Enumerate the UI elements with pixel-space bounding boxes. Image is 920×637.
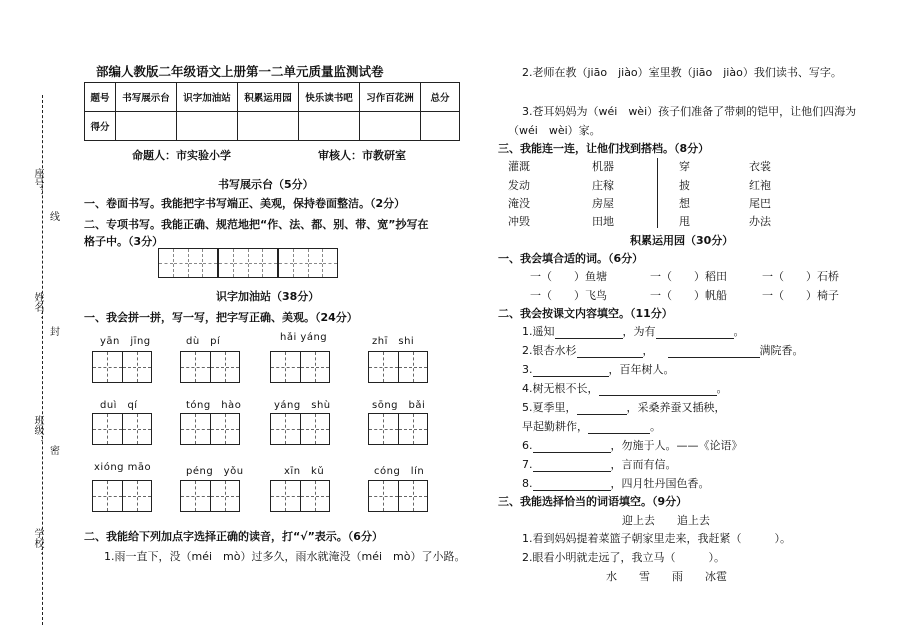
character-box[interactable]	[270, 351, 330, 383]
score-cell[interactable]	[299, 112, 360, 141]
fill-text: 。	[716, 382, 728, 395]
character-box[interactable]	[180, 413, 240, 445]
fill-text: ，四月牡丹国色香。	[610, 477, 710, 490]
question-text: 三、我能选择恰当的词语填空。（9分）	[498, 495, 688, 508]
fill-text: 6.	[522, 439, 533, 452]
school-label: 学校：	[32, 528, 43, 558]
question-text: （wéi wèi）家。	[508, 124, 601, 137]
match-item[interactable]: 披	[679, 179, 690, 192]
question-text: 3.苍耳妈妈为（wéi wèi）孩子们准备了带刺的铠甲，让他们四海为	[522, 105, 857, 118]
measure-word-item[interactable]: 一（ ）鱼塘	[530, 270, 607, 283]
match-item[interactable]: 灌溉	[508, 160, 530, 173]
fill-text: 1.遥知	[522, 325, 555, 338]
fill-line	[522, 399, 726, 415]
section-title-writing: 书写展示台（5分）	[218, 178, 314, 191]
character-box[interactable]	[92, 351, 152, 383]
fill-text: ，	[642, 344, 654, 357]
table-cell: 题号	[85, 83, 116, 112]
fill-blank[interactable]	[668, 357, 760, 358]
score-cell[interactable]	[421, 112, 460, 141]
fill-text: 7.	[522, 458, 533, 471]
fill-line	[522, 437, 743, 453]
table-cell: 积累运用园	[238, 83, 299, 112]
fill-text: ，为有	[622, 325, 656, 338]
fill-text: ，勿施于人。——《论语》	[610, 439, 743, 452]
match-item[interactable]: 庄稼	[592, 179, 614, 192]
table-cell: 得分	[85, 112, 116, 141]
fill-blank[interactable]	[599, 395, 717, 396]
score-cell[interactable]	[177, 112, 238, 141]
character-box[interactable]	[368, 413, 428, 445]
fill-blank[interactable]	[588, 433, 650, 434]
pinyin-label: xīn kǔ	[284, 466, 325, 477]
character-box[interactable]	[270, 480, 330, 512]
maker-info: 命题人：市实验小学	[132, 149, 231, 162]
margin-mark-secret: 密	[50, 446, 60, 457]
name-label: 姓名：	[32, 292, 43, 322]
writing-grid[interactable]	[218, 248, 278, 278]
word-choices: 水 雪 雨 冰雹	[606, 570, 727, 583]
match-item[interactable]: 穿	[679, 160, 690, 173]
fill-text: 3.	[522, 363, 533, 376]
match-item[interactable]: 冲毁	[508, 215, 530, 228]
question-text: 一、卷面书写。我能把字书写端正、美观，保持卷面整洁。（2分）	[84, 197, 406, 210]
fill-line	[522, 361, 675, 377]
match-item[interactable]: 衣裳	[749, 160, 771, 173]
reviewer-info: 审核人：市教研室	[318, 149, 406, 162]
measure-word-item[interactable]: 一（ ）稻田	[650, 270, 727, 283]
pinyin-label: hǎi yáng	[280, 332, 328, 343]
score-table	[84, 82, 460, 141]
fill-text: 4.树无根不长，	[522, 382, 599, 395]
fill-blank[interactable]	[533, 376, 609, 377]
writing-grid[interactable]	[278, 248, 338, 278]
pinyin-label: sōng bǎi	[372, 400, 426, 411]
match-divider	[657, 158, 658, 228]
character-box[interactable]	[368, 351, 428, 383]
score-table-header-row	[85, 83, 460, 112]
character-box[interactable]	[92, 480, 152, 512]
fill-text: ，百年树人。	[608, 363, 675, 376]
fill-line	[522, 323, 745, 339]
seat-label: 座号：	[32, 168, 43, 198]
table-cell: 总分	[421, 83, 460, 112]
score-cell[interactable]	[238, 112, 299, 141]
match-item[interactable]: 机器	[592, 160, 614, 173]
fill-line	[522, 418, 661, 434]
character-box[interactable]	[180, 480, 240, 512]
word-choices: 迎上去 追上去	[622, 514, 710, 527]
score-cell[interactable]	[116, 112, 177, 141]
match-item[interactable]: 红袍	[749, 179, 771, 192]
score-table-score-row	[85, 112, 460, 141]
pinyin-label: péng yǒu	[186, 466, 244, 477]
fill-blank[interactable]	[656, 338, 734, 339]
fill-blank[interactable]	[533, 452, 611, 453]
match-item[interactable]: 淹没	[508, 197, 530, 210]
fill-text: 早起勤耕作，	[522, 420, 588, 433]
question-text: 2.眼看小明就走远了，我立马（ ）。	[522, 551, 725, 564]
fill-blank[interactable]	[577, 357, 643, 358]
pinyin-label: xióng māo	[94, 462, 152, 473]
pinyin-label: yān jīng	[100, 336, 151, 347]
fill-blank[interactable]	[577, 414, 627, 415]
question-text: 二、专项书写。我能正确、规范地把“作、法、都、别、带、宽”抄写在	[84, 218, 429, 231]
character-box[interactable]	[368, 480, 428, 512]
section-title-accumulate: 积累运用园（30分）	[630, 234, 734, 247]
question-text: 格子中。（3分）	[84, 235, 164, 248]
pinyin-label: dù pí	[186, 336, 221, 347]
question-text: 二、我会按课文内容填空。（11分）	[498, 307, 673, 320]
fill-text: 5.夏季里，	[522, 401, 577, 414]
writing-grid[interactable]	[158, 248, 218, 278]
match-item[interactable]: 尾巴	[749, 197, 771, 210]
margin-mark-seal: 封	[50, 327, 60, 338]
match-item[interactable]: 田地	[592, 215, 614, 228]
fill-blank[interactable]	[533, 471, 611, 472]
character-box[interactable]	[180, 351, 240, 383]
measure-word-item[interactable]: 一（ ）石桥	[762, 270, 839, 283]
fill-line	[522, 380, 728, 396]
pinyin-label: duì qí	[100, 400, 138, 411]
fill-text: 满院香。	[759, 344, 804, 357]
match-item[interactable]: 办法	[749, 215, 771, 228]
measure-word-item[interactable]: 一（ ）帆船	[650, 289, 727, 302]
table-cell: 习作百花洲	[360, 83, 421, 112]
fill-line	[522, 475, 710, 491]
fill-text: 。	[650, 420, 661, 433]
question-text: 三、我能连一连，让他们找到搭档。（8分）	[498, 142, 710, 155]
question-text: 二、我能给下列加点字选择正确的读音，打“√”表示。（6分）	[84, 530, 383, 543]
character-box[interactable]	[270, 413, 330, 445]
fill-text: ，言而有信。	[610, 458, 677, 471]
question-text: 1.雨一直下，没（méi mò）过多久，雨水就淹没（méi mò）了小路。	[104, 550, 466, 563]
fill-line	[522, 456, 677, 472]
match-item[interactable]: 想	[679, 197, 690, 210]
match-item[interactable]: 甩	[679, 215, 690, 228]
question-text: 一、我会填合适的词。（6分）	[498, 252, 644, 265]
table-cell: 快乐读书吧	[299, 83, 360, 112]
fill-text: 8.	[522, 477, 533, 490]
pinyin-label: zhī shi	[372, 336, 415, 347]
pinyin-label: yáng shù	[274, 400, 331, 411]
question-text: 2.老师在教（jiāo jiào）室里教（jiāo jiào）我们读书、写字。	[522, 66, 842, 79]
question-text: 1.看到妈妈提着菜篮子朝家里走来，我赶紧（ ）。	[522, 532, 791, 545]
fill-text: 2.银杏水杉	[522, 344, 577, 357]
question-text: 一、我会拼一拼，写一写，把字写正确、美观。（24分）	[84, 311, 358, 324]
match-item[interactable]: 房屋	[592, 197, 614, 210]
table-cell: 书写展示台	[116, 83, 177, 112]
score-cell[interactable]	[360, 112, 421, 141]
pinyin-label: tóng hào	[186, 400, 242, 411]
fill-line	[522, 342, 804, 358]
margin-mark-line: 线	[50, 212, 60, 223]
measure-word-item[interactable]: 一（ ）椅子	[762, 289, 839, 302]
match-item[interactable]: 发动	[508, 179, 530, 192]
section-title-literacy: 识字加油站（38分）	[216, 290, 320, 303]
fill-text: ，采桑养蚕又插秧，	[626, 401, 726, 414]
fill-text: 。	[733, 325, 745, 338]
page-title: 部编人教版二年级语文上册第一二单元质量监测试卷	[96, 64, 384, 79]
pinyin-label: cóng lín	[374, 466, 425, 477]
class-label: 班级：	[32, 415, 43, 445]
fill-blank[interactable]	[555, 338, 623, 339]
table-cell: 识字加油站	[177, 83, 238, 112]
fill-blank[interactable]	[533, 490, 611, 491]
character-box[interactable]	[92, 413, 152, 445]
measure-word-item[interactable]: 一（ ）飞鸟	[530, 289, 607, 302]
